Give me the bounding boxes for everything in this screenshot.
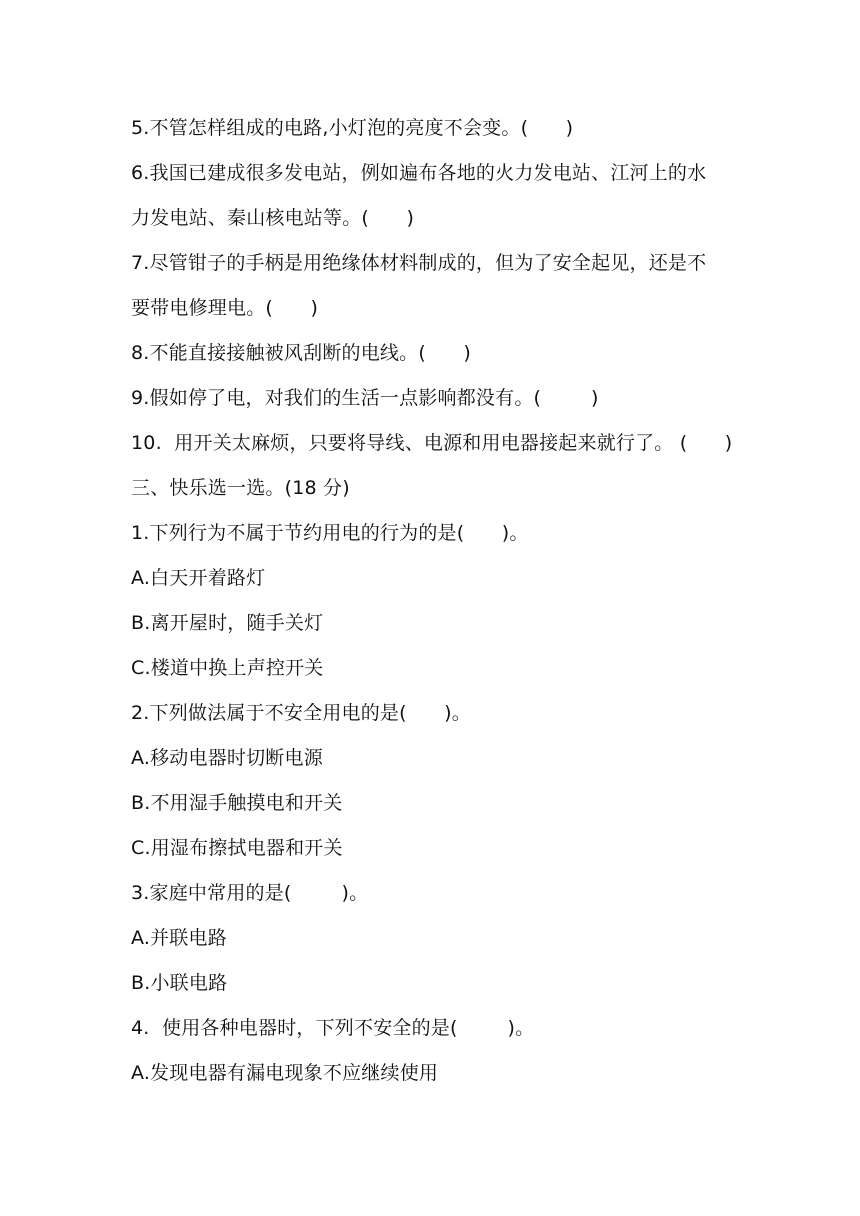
document-body — [131, 106, 741, 1096]
choice-question-2: 2.下列做法属于不安全用电的是( )。 — [131, 702, 471, 724]
choice-question-3: 3.家庭中常用的是( )。 — [131, 882, 369, 904]
choice-question-1-option-b: B.离开屋时，随手关灯 — [131, 612, 324, 634]
question-6-true-false-line-1: 6.我国已建成很多发电站，例如遍布各地的火力发电站、江河上的水 — [131, 162, 707, 184]
question-8-true-false: 8.不能直接接触被风刮断的电线。( ) — [131, 342, 471, 364]
choice-question-2-option-c: C.用湿布擦拭电器和开关 — [131, 837, 343, 859]
choice-question-4-option-a: A.发现电器有漏电现象不应继续使用 — [131, 1062, 439, 1084]
question-7-true-false-line-1: 7.尽管钳子的手柄是用绝缘体材料制成的，但为了安全起见，还是不 — [131, 252, 707, 274]
choice-question-2-option-a: A.移动电器时切断电源 — [131, 747, 323, 769]
choice-question-1-option-a: A.白天开着路灯 — [131, 567, 266, 589]
choice-question-4: 4. 使用各种电器时，下列不安全的是( )。 — [131, 1017, 535, 1039]
choice-question-3-option-a: A.并联电路 — [131, 927, 227, 949]
section-3-heading: 三、快乐选一选。(18 分) — [131, 477, 350, 499]
choice-question-1: 1.下列行为不属于节约用电的行为的是( )。 — [131, 522, 529, 544]
question-6-true-false-line-2: 力发电站、秦山核电站等。( ) — [131, 207, 415, 229]
question-9-true-false: 9.假如停了电，对我们的生活一点影响都没有。( ) — [131, 387, 599, 409]
choice-question-3-option-b: B.小联电路 — [131, 972, 228, 994]
question-5-true-false: 5.不管怎样组成的电路,小灯泡的亮度不会变。( ) — [131, 117, 574, 139]
question-7-true-false-line-2: 要带电修理电。( ) — [131, 297, 319, 319]
choice-question-2-option-b: B.不用湿手触摸电和开关 — [131, 792, 343, 814]
question-10-true-false: 10. 用开关太麻烦，只要将导线、电源和用电器接起来就行了。 ( ) — [131, 432, 733, 454]
choice-question-1-option-c: C.楼道中换上声控开关 — [131, 657, 324, 679]
